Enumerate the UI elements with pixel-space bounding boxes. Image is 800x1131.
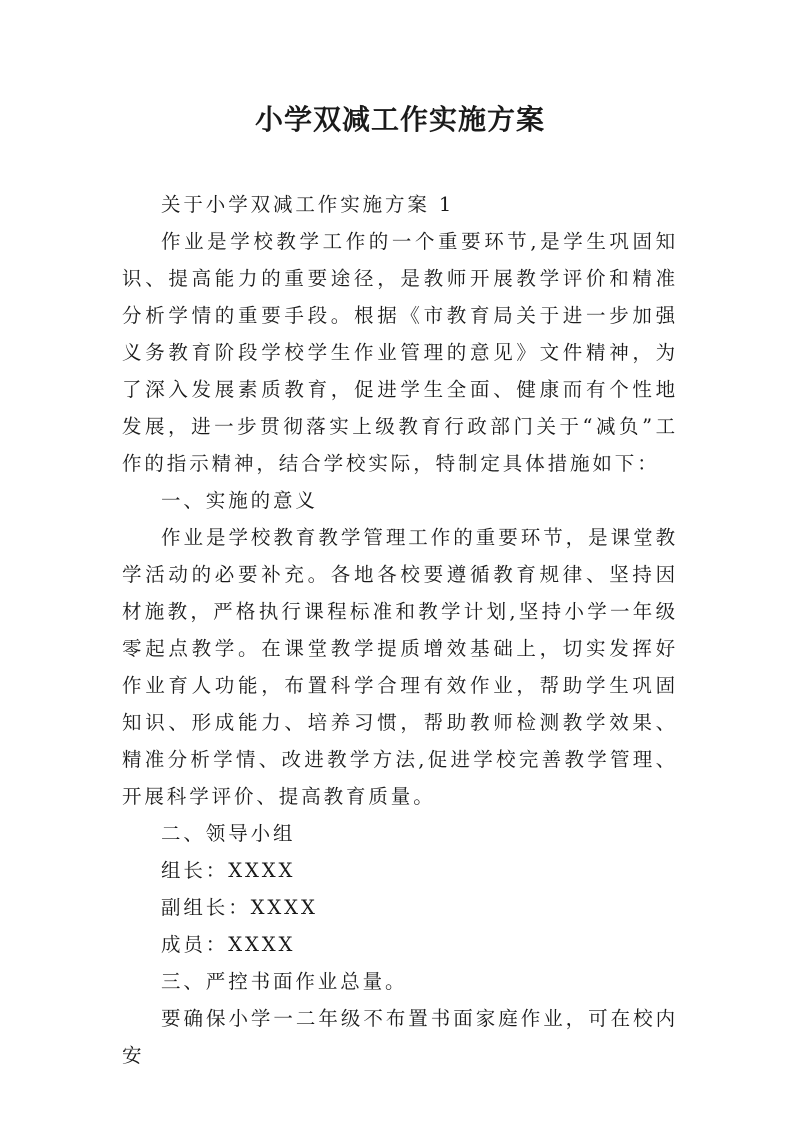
section-heading-leadership: 二、领导小组 <box>161 822 296 845</box>
paragraph-heading-1: 关于小学双减工作实施方案 1 <box>161 193 455 216</box>
document-title: 小学双减工作实施方案 <box>254 103 545 136</box>
document-body <box>122 186 678 1074</box>
paragraph-homework-control: 要确保小学一二年级不布置书面家庭作业，可在校内安 <box>122 1007 678 1067</box>
paragraph-significance: 作业是学校教育教学管理工作的重要环节，是课堂教学活动的必要补充。各地各校要遵循教育规律、坚持因材施教，严格执行课程标准和教学计划,坚持小学一年级零起点教学。在课堂教学提质增效基础上，切实发挥好作业育人功能，布置科学合理有效作业，帮助学生巩固知识、形成能力、培养习惯，帮助教师检测教学效果、精准分析学情、改进教学方法,促进学校完善教学管理、开展科学评价、提高教育质量。 <box>122 526 678 808</box>
leader-line: 组长：XXXX <box>161 859 296 882</box>
members-line: 成员：XXXX <box>161 933 296 956</box>
section-heading-homework-control: 三、严控书面作业总量。 <box>161 970 408 993</box>
section-heading-significance: 一、实施的意义 <box>161 489 318 512</box>
deputy-leader-line: 副组长：XXXX <box>161 896 318 919</box>
paragraph-intro: 作业是学校教学工作的一个重要环节,是学生巩固知识、提高能力的重要途径，是教师开展教学评价和精准分析学情的重要手段。根据《市教育局关于进一步加强义务教育阶段学校学生作业管理的意见》文件精神，为了深入发展素质教育，促进学生全面、健康而有个性地发展，进一步贯彻落实上级教育行政部门关于“减负”工作的指示精神，结合学校实际，特制定具体措施如下： <box>122 230 678 475</box>
